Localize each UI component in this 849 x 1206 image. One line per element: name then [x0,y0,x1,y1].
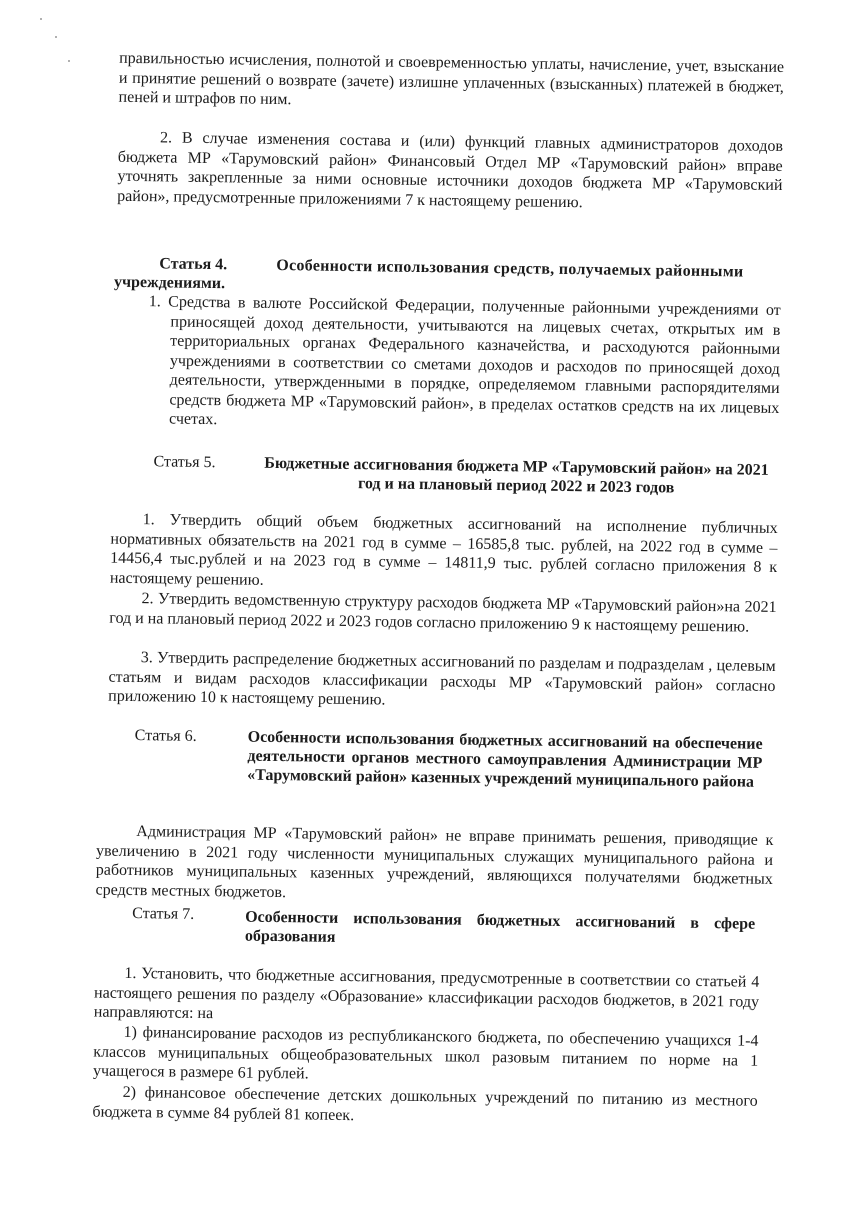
paragraph: 2) финансовое обеспечение детских дошкольных учреждений по питанию из местного бюджета в сумме 84 рублей 81 копеек. [92,1083,758,1124]
article-title: Особенности использования средств, получаемых районными [276,256,744,281]
paragraph: 1. Установить, что бюджетные ассигнования, предусмотренные в соответствии со статьей 4 настоящего решения по разделу «Образование» классификации расходов бюджетов, в 2021 году направляются: на [93,964,760,1023]
paragraph: 2. В случае изменения состава и (или) функций главных администраторов доходов бюджета МР «Тарумовский район» Финансовый Отдел МР «Тарумовский район» вправе уточнять закрепленные за ними основные источники доходов бюджета МР «Тарумовский район», предусмотренные приложениями 7 к настоящему решению. [117,129,784,211]
article-number: Статья 5. [153,453,216,472]
article-title: Особенности использования бюджетных ассигнований в сфере образования [244,908,756,946]
paragraph: 1. Средства в валюте Российской Федерации, полученные районными учреждениями от приносящей доход деятельности, учитываются на лицевых счетах, открытых им в территориальных органах Федерального казначейства, и расходуются районными учреждениями в соответствии со сметами доходов и расходов по приносящей доход деятельности, утвержденными в порядке, определяемом главными распорядителями средств бюджета МР «Тарумовский район», в пределах остатков средств на их лицевых счетах. [148,293,781,429]
paragraph: Администрация МР «Тарумовский район» не вправе принимать решения, приводящие к увеличению в 2021 году численности муниципальных служащих муниципального района и работников муниципальных казенных учреждений, являющихся получателями бюджетных средств местных бюджетов. [95,823,774,901]
article-title: учреждениями. [113,273,226,293]
paragraph: правильностью исчисления, полнотой и своевременностью уплаты, начисление, учет, взыскание и принятие решений о возврате (зачете) излишне уплаченных (взысканных) платежей в бюджет, пеней и штрафов по ним. [118,49,785,109]
paragraph: 1. Утвердить общий объем бюджетных ассигнований на исполнение публичных нормативных обязательств на 2021 год в сумме – 16585,8 тыс. рублей, на 2022 год в сумме –14456,4 тыс.рублей и на 2023 год в сумме – 14811,9 тыс. рублей согласно приложения 8 к настоящему решению. [109,511,778,589]
article-number: Статья 4. [159,255,228,274]
article-title: Бюджетные ассигнования бюджета МР «Тарумовский район» на 2021 год и на плановый период 2022 и 2023 годов [264,454,769,497]
paragraph: 1) финансирование расходов из республиканского бюджета, по обеспечению учащихся 1-4 классов муниципальных общеобразовательных школ разовым питанием по норме на 1 учащегося в размере 61 рублей. [92,1023,759,1083]
article-title: Особенности использования бюджетных ассигнований на обеспечение деятельности органов местного самоуправления Администрации МР «Тарумовский район» казенных учреждений муниципального района [247,728,763,791]
article-number: Статья 6. [134,727,197,745]
paragraph: 2. Утвердить ведомственную структуру расходов бюджета МР «Тарумовский район»на 2021 год и на плановый период 2022 и 2023 годов согласно приложению 9 к настоящему решению. [109,590,777,636]
article-number: Статья 7. [132,905,195,923]
paragraph: 3. Утвердить распределение бюджетных ассигнований по разделам и подразделам , целевым статьям и видам расходов классификации расходы МР «Тарумовский район» согласно приложению 10 к настоящему решению. [108,649,776,709]
